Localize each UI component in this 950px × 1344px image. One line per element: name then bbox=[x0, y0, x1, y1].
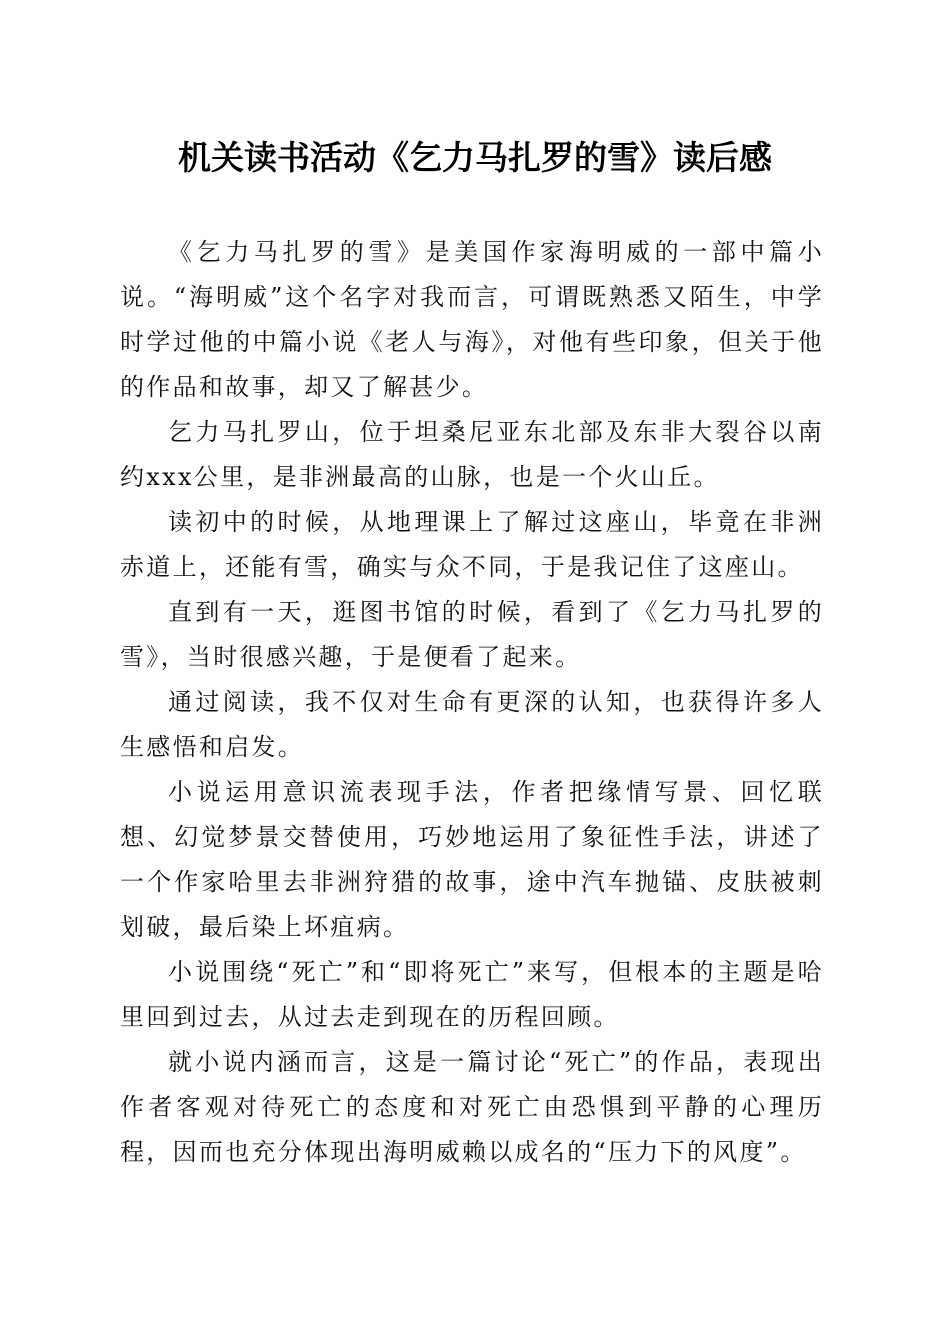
paragraph-5: 通过阅读，我不仅对生命有更深的认知，也获得许多人生感悟和启发。 bbox=[120, 688, 824, 761]
paragraph-1: 《乞力马扎罗的雪》是美国作家海明威的一部中篇小说。“海明威”这个名字对我而言，可谓既熟悉又陌生，中学时学过他的中篇小说《老人与海》，对他有些印象，但关于他的作品和故事，却又了解甚少。 bbox=[120, 238, 824, 401]
document-body bbox=[120, 230, 824, 1175]
paragraph-6: 小说运用意识流表现手法，作者把缘情写景、回忆联想、幻觉梦景交替使用，巧妙地运用了象征性手法，讲述了一个作家哈里去非洲狩猎的故事，途中汽车抛锚、皮肤被刺划破，最后染上坏疽病。 bbox=[120, 778, 824, 941]
paragraph-2: 乞力马扎罗山，位于坦桑尼亚东北部及东非大裂谷以南约xxx公里，是非洲最高的山脉，也是一个火山丘。 bbox=[120, 418, 824, 491]
paragraph-7: 小说围绕“死亡”和“即将死亡”来写，但根本的主题是哈里回到过去，从过去走到现在的历程回顾。 bbox=[120, 958, 824, 1031]
paragraph-8: 就小说内涵而言，这是一篇讨论“死亡”的作品，表现出作者客观对待死亡的态度和对死亡由恐惧到平静的心理历程，因而也充分体现出海明威赖以成名的“压力下的风度”。 bbox=[120, 1048, 824, 1166]
paragraph-4: 直到有一天，逛图书馆的时候，看到了《乞力马扎罗的雪》，当时很感兴趣，于是便看了起来。 bbox=[120, 598, 824, 671]
document-title: 机关读书活动《乞力马扎罗的雪》读后感 bbox=[178, 138, 772, 177]
paragraph-3: 读初中的时候，从地理课上了解过这座山，毕竟在非洲赤道上，还能有雪，确实与众不同，于是我记住了这座山。 bbox=[120, 508, 824, 581]
